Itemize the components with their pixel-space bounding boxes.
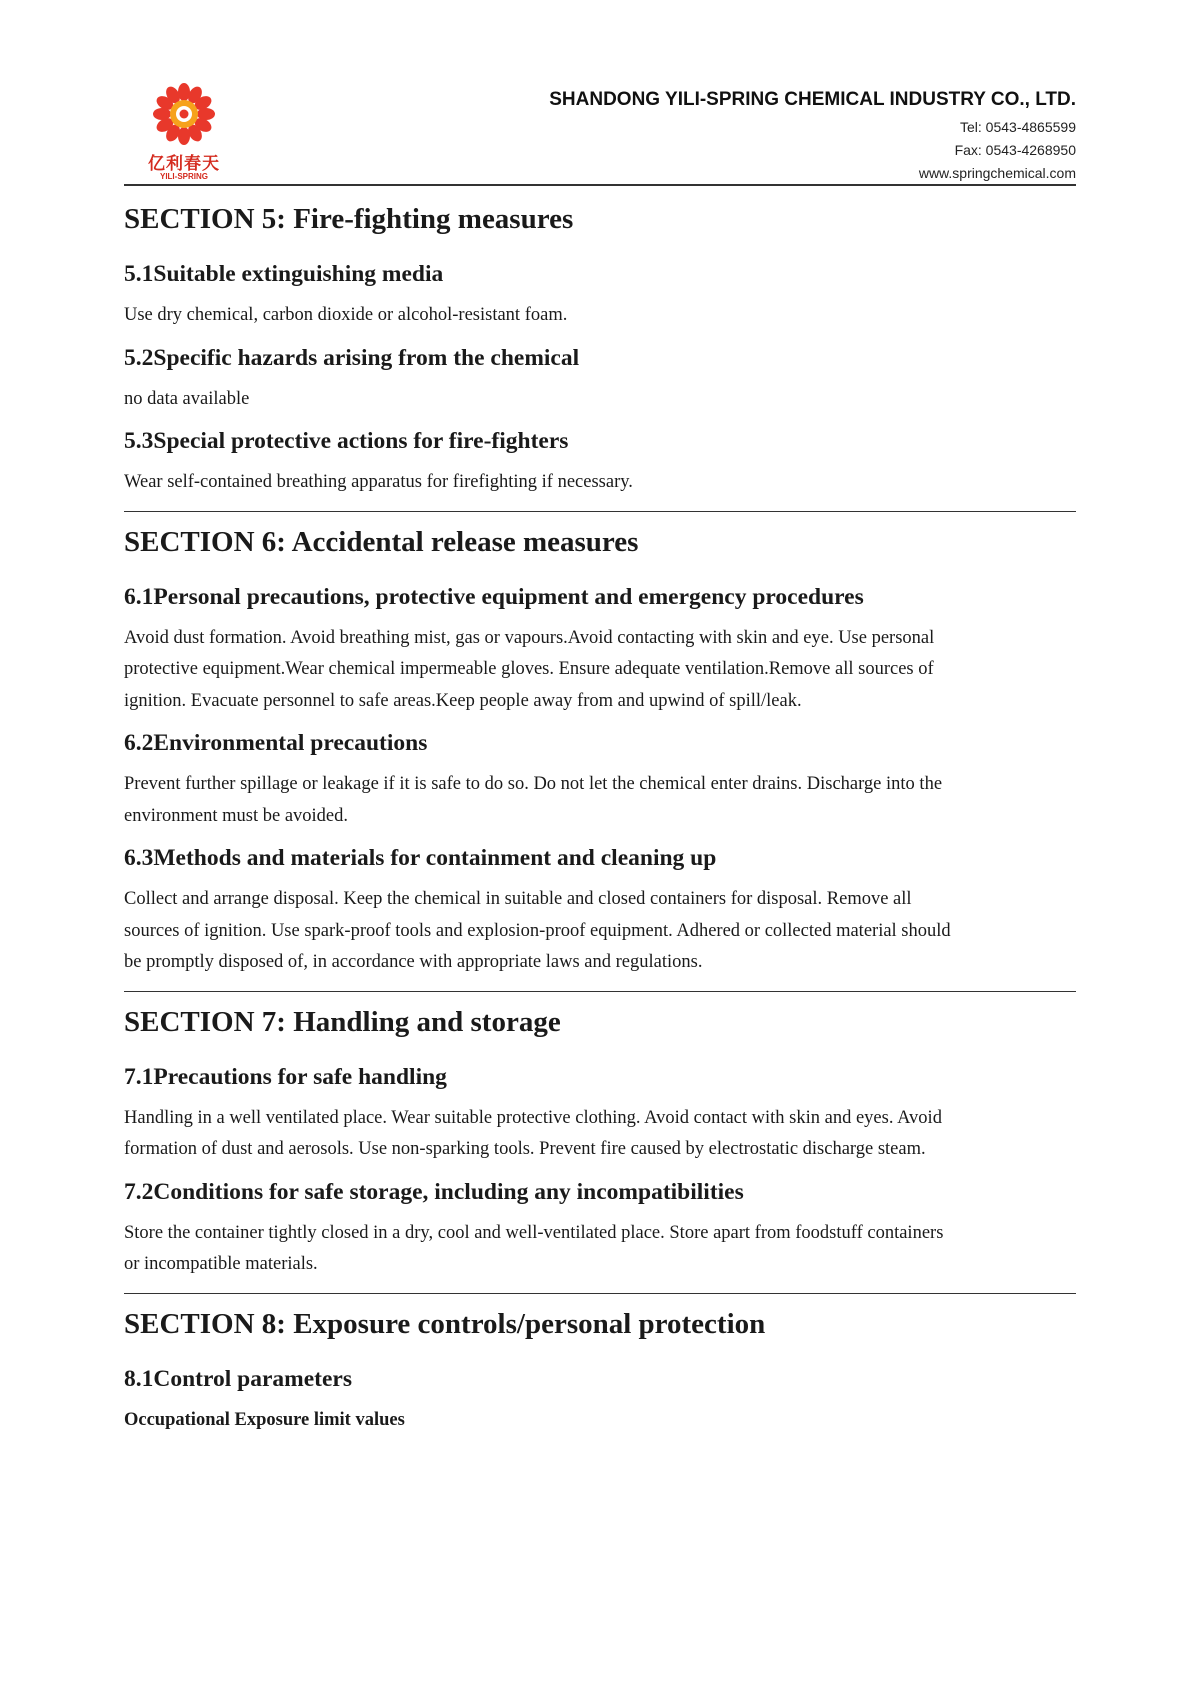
section-title: SECTION 7: Handling and storage	[124, 1005, 561, 1038]
section-title: SECTION 8: Exposure controls/personal protection	[124, 1307, 766, 1340]
subsection-text: Wear self-contained breathing apparatus for firefighting if necessary.	[124, 472, 633, 492]
paragraph-line: be promptly disposed of, in accordance with appropriate laws and regulations.	[124, 952, 703, 972]
paragraph-line: protective equipment.Wear chemical impermeable gloves. Ensure adequate ventilation.Remove all sources of	[124, 659, 934, 679]
section-5	[124, 201, 1076, 499]
paragraph-line: Handling in a well ventilated place. Wear suitable protective clothing. Avoid contact with skin and eyes. Avoid	[124, 1107, 942, 1128]
subsection-text: no data available	[124, 388, 250, 409]
paragraph-line: or incompatible materials.	[124, 1254, 318, 1274]
subsection-heading: 8.1Control parameters	[124, 1365, 352, 1392]
paragraph-line: environment must be avoided.	[124, 805, 349, 826]
section-divider	[124, 991, 1076, 992]
subsection-heading: 7.2Conditions for safe storage, including any incompatibilities	[124, 1178, 744, 1205]
section-7	[124, 1004, 1076, 1281]
section-title: SECTION 5: Fire-fighting measures	[124, 203, 574, 235]
section-title: SECTION 6: Accidental release measures	[124, 525, 639, 558]
company-website: www.springchemical.com	[918, 165, 1076, 181]
company-tel: Tel: 0543-4865599	[960, 119, 1076, 135]
flower-logo-icon	[138, 80, 230, 148]
paragraph-line: Store the container tightly closed in a dry, cool and well-ventilated place. Store apart from foodstuff containers	[124, 1222, 944, 1243]
subsection-heading: 5.1Suitable extinguishing media	[124, 261, 444, 287]
subsection-heading: 6.1Personal precautions, protective equipment and emergency procedures	[124, 583, 864, 610]
section-divider	[124, 1293, 1076, 1294]
page-header	[124, 0, 1076, 190]
paragraph-line: formation of dust and aerosols. Use non-sparking tools. Prevent fire caused by electrostatic discharge steam.	[124, 1139, 926, 1159]
paragraph-line: Collect and arrange disposal. Keep the chemical in suitable and closed containers for disposal. Remove all	[124, 889, 912, 909]
subsection-text: Use dry chemical, carbon dioxide or alcohol-resistant foam.	[124, 305, 568, 325]
section-divider	[124, 511, 1076, 512]
logo-english-text: YILI-SPRING	[159, 172, 208, 181]
subsection-heading: 6.3Methods and materials for containment and cleaning up	[124, 845, 717, 871]
paragraph-line: ignition. Evacuate personnel to safe areas.Keep people away from and upwind of spill/leak.	[124, 690, 802, 711]
subsection-heading: 7.1Precautions for safe handling	[124, 1063, 447, 1090]
subsection-heading: 5.3Special protective actions for fire-fighters	[124, 428, 569, 454]
section-6	[124, 524, 1076, 979]
logo-chinese-text: 亿利春天	[148, 154, 220, 174]
subsection-heading: 5.2Specific hazards arising from the chemical	[124, 344, 580, 371]
company-logo	[138, 80, 230, 186]
section-8	[124, 1306, 1076, 1437]
company-info	[549, 89, 1076, 185]
subsection-text: Occupational Exposure limit values	[124, 1409, 405, 1430]
company-name: SHANDONG YILI-SPRING CHEMICAL INDUSTRY CO., LTD.	[549, 89, 1076, 110]
document-page	[124, 0, 1076, 1436]
header-divider	[124, 184, 1076, 186]
paragraph-line: Avoid dust formation. Avoid breathing mist, gas or vapours.Avoid contacting with skin and eye. Use personal	[124, 627, 935, 648]
subsection-heading: 6.2Environmental precautions	[124, 730, 428, 756]
paragraph-line: Prevent further spillage or leakage if it is safe to do so. Do not let the chemical enter drains. Discharge into the	[124, 774, 943, 794]
company-fax: Fax: 0543-4268950	[954, 142, 1076, 158]
paragraph-line: sources of ignition. Use spark-proof tools and explosion-proof equipment. Adhered or collected material should	[124, 920, 951, 941]
